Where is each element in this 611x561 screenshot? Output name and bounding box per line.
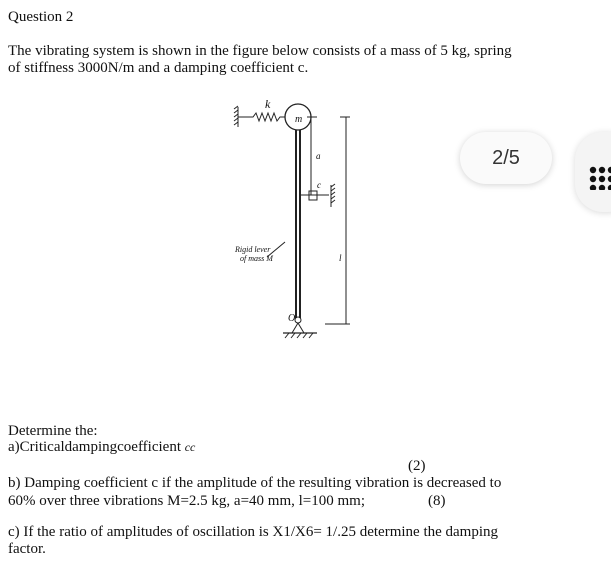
task-a [8,439,195,456]
task-c-line2: factor. [8,541,46,557]
task-a-text: a)Criticaldampingcoefficient [8,439,185,455]
question-intro-line1: The vibrating system is shown in the figure below consists of a mass of 5 kg, spring [8,43,512,59]
figure-label-k: k [265,97,271,111]
figure-label-a: a [316,151,321,161]
task-a-symbol: cc [184,440,196,454]
figure-label-c: c [317,180,321,190]
task-a-marks: (2) [408,458,426,474]
question-intro-line2: of stiffness 3000N/m and a damping coefficient c. [8,60,309,76]
spring-k [238,113,285,121]
figure-label-l: l [339,253,342,263]
task-c-line1: c) If the ratio of amplitudes of oscillation is X1/X6= 1/.25 determine the damping [8,524,499,540]
figure-label-lever-line2: of mass M [240,254,273,263]
task-b-line1: b) Damping coefficient c if the amplitude of the resulting vibration is decreased to [8,475,502,491]
determine-heading: Determine the: [8,423,98,439]
pivot-o [295,317,301,323]
figure-label-lever-line1: Rigid lever [235,245,271,254]
grid-dots-icon[interactable] [589,166,611,190]
task-b-marks: (8) [428,493,446,509]
figure-label-m: m [295,114,303,125]
task-b-line2: 60% over three vibrations M=2.5 kg, a=40 mm, l=100 mm; [8,493,365,509]
question-title: Question 2 [8,9,74,25]
figure-label-o: O [288,313,296,324]
page-indicator: 2/5 [460,132,552,184]
